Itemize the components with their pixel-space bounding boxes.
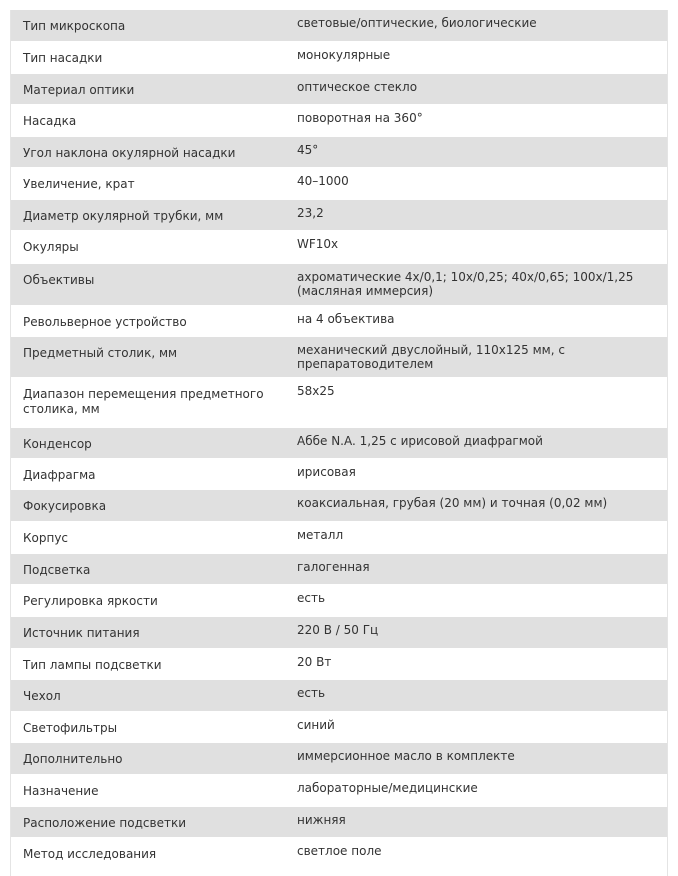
spec-value: WF10x [297, 237, 339, 251]
table-row [11, 168, 667, 200]
table-row [11, 585, 667, 617]
table-row [11, 200, 667, 231]
table-row [11, 554, 667, 585]
table-row [11, 378, 667, 428]
spec-label: Тип насадки [23, 51, 103, 65]
table-row [11, 42, 667, 74]
table-row [11, 807, 667, 838]
spec-label: Материал оптики [23, 83, 135, 97]
spec-label: Подсветка [23, 563, 91, 577]
table-row [11, 306, 667, 337]
spec-value: есть [297, 591, 326, 605]
spec-value: 58x25 [297, 384, 335, 398]
table-row [11, 428, 667, 459]
spec-label: Окуляры [23, 240, 79, 254]
spec-value: оптическое стекло [297, 80, 418, 94]
spec-label: Диаметр окулярной трубки, мм [23, 209, 224, 223]
spec-label: Источник питания [23, 626, 140, 640]
table-row [11, 105, 667, 137]
spec-label: Чехол [23, 689, 61, 703]
spec-table [11, 10, 667, 872]
table-row [11, 649, 667, 680]
spec-label: Объективы [23, 273, 95, 287]
spec-label: Расположение подсветки [23, 816, 186, 830]
spec-label: Предметный столик, мм [23, 346, 178, 360]
spec-label: Конденсор [23, 437, 92, 451]
spec-label: Угол наклона окулярной насадки [23, 146, 236, 160]
spec-value: 20 Вт [297, 655, 332, 669]
spec-value: на 4 объектива [297, 312, 395, 326]
spec-label: Тип микроскопа [23, 19, 126, 33]
spec-value: световые/оптические, биологические [297, 16, 537, 30]
spec-value: иммерсионное масло в комплекте [297, 749, 515, 763]
table-row [11, 459, 667, 490]
table-row [11, 10, 667, 42]
spec-label: Увеличение, крат [23, 177, 135, 191]
spec-value: 23,2 [297, 206, 324, 220]
spec-value: светлое поле [297, 844, 382, 858]
table-row [11, 231, 667, 264]
spec-value: 220 В / 50 Гц [297, 623, 379, 637]
table-row [11, 712, 667, 743]
spec-value: 45° [297, 143, 319, 157]
table-row [11, 264, 667, 306]
table-row [11, 74, 667, 105]
spec-value: галогенная [297, 560, 370, 574]
spec-label: Насадка [23, 114, 77, 128]
spec-label: Назначение [23, 784, 99, 798]
spec-label: Диапазон перемещения предметного столика, мм [23, 387, 264, 416]
table-row [11, 490, 667, 522]
spec-value: поворотная на 360° [297, 111, 423, 125]
spec-label: Корпус [23, 531, 69, 545]
table-row [11, 743, 667, 775]
spec-label: Светофильтры [23, 721, 118, 735]
spec-value: коаксиальная, грубая (20 мм) и точная (0,02 мм) [297, 496, 608, 510]
spec-value: синий [297, 718, 335, 732]
table-row [11, 775, 667, 807]
table-row [11, 137, 667, 168]
spec-label: Регулировка яркости [23, 594, 158, 608]
table-row [11, 838, 667, 872]
spec-table-frame [10, 10, 668, 876]
spec-value: ирисовая [297, 465, 356, 479]
spec-label: Метод исследования [23, 847, 157, 861]
spec-value: нижняя [297, 813, 346, 827]
spec-value: Аббе N.A. 1,25 с ирисовой диафрагмой [297, 434, 543, 448]
spec-value: металл [297, 528, 344, 542]
spec-label: Фокусировка [23, 499, 107, 513]
table-row [11, 522, 667, 554]
spec-label: Тип лампы подсветки [23, 658, 162, 672]
spec-label: Дополнительно [23, 752, 123, 766]
spec-value: 40–1000 [297, 174, 349, 188]
spec-value: монокулярные [297, 48, 391, 62]
spec-label: Револьверное устройство [23, 315, 187, 329]
spec-value: ахроматические 4x/0,1; 10x/0,25; 40x/0,65; 100x/1,25 (масляная иммерсия) [297, 270, 634, 298]
spec-value: механический двуслойный, 110x125 мм, с препаратоводителем [297, 343, 565, 371]
table-row [11, 617, 667, 649]
table-row [11, 680, 667, 712]
table-row [11, 337, 667, 378]
spec-label: Диафрагма [23, 468, 96, 482]
spec-value: есть [297, 686, 326, 700]
spec-value: лабораторные/медицинские [297, 781, 478, 795]
